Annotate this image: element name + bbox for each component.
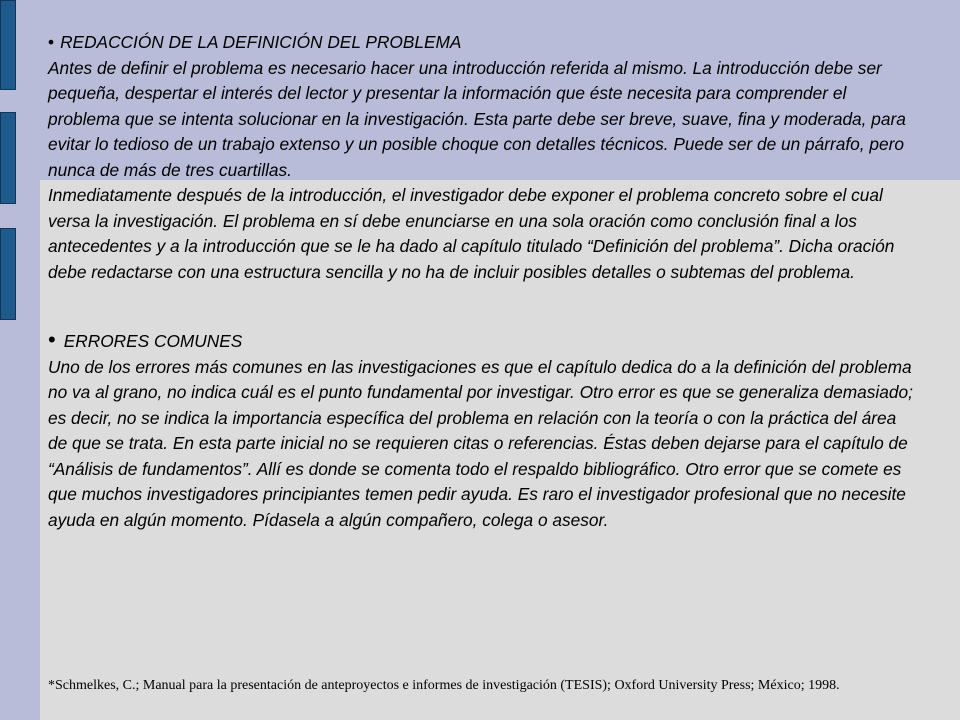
- heading-text: REDACCIÓN DE LA DEFINICIÓN DEL PROBLEMA: [60, 32, 462, 52]
- slide-content: [48, 30, 918, 533]
- paragraph-errores: Uno de los errores más comunes en las investigaciones es que el capítulo dedica do a la definición del problema no va al grano, no indica cuál es el punto fundamental por investigar. Otro error es que se generaliza demasiado; es decir, no se indica la importancia específica del problema en relación con la teoría o con la práctica del área de que se trata. En esta parte inicial no se requieren citas o referencias. Éstas deben dejarse para el capítulo de “Análisis de fundamentos”. Allí es donde se comenta todo el respaldo bibliográfico. Otro error que se comete es que muchos investigadores principiantes temen pedir ayuda. Es raro el investigador profesional que no necesite ayuda en algún momento. Pídasela a algún compañero, colega o asesor.: [48, 356, 913, 530]
- bullet-icon: •: [48, 32, 55, 52]
- section-heading-errores: [48, 327, 918, 355]
- side-accent-bar-2: [0, 112, 16, 204]
- footnote-citation: *Schmelkes, C.; Manual para la presentación de anteproyectos e informes de investigación (TESIS); Oxford University Press; México; 1998.: [48, 678, 840, 693]
- section-heading-redaccion: [48, 30, 918, 56]
- paragraph-introduccion: Antes de definir el problema es necesario hacer una introducción referida al mismo. La introducción debe ser pequeña, despertar el interés del lector y presentar la información que éste necesita para comprender el problema que se intenta solucionar en la investigación. Esta parte debe ser breve, suave, fina y moderada, para evitar lo tedioso de un trabajo extenso y un posible choque con detalles técnicos. Puede ser de un párrafo, pero nunca de más de tres cuartillas.: [48, 57, 906, 180]
- heading-text: ERRORES COMUNES: [63, 331, 243, 351]
- side-accent-bar-3: [0, 228, 16, 320]
- paragraph-exponer-problema: Inmediatamente después de la introducción, el investigador debe exponer el problema concreto sobre el cual versa la investigación. El problema en sí debe enunciarse en una sola oración como conclusión final a los antecedentes y a la introducción que se le ha dado al capítulo titulado “Definición del problema”. Dicha oración debe redactarse con una estructura sencilla y no ha de incluir posibles detalles o subtemas del problema.: [48, 185, 895, 282]
- side-accent-bar-1: [0, 0, 16, 90]
- bullet-icon: •: [48, 327, 56, 352]
